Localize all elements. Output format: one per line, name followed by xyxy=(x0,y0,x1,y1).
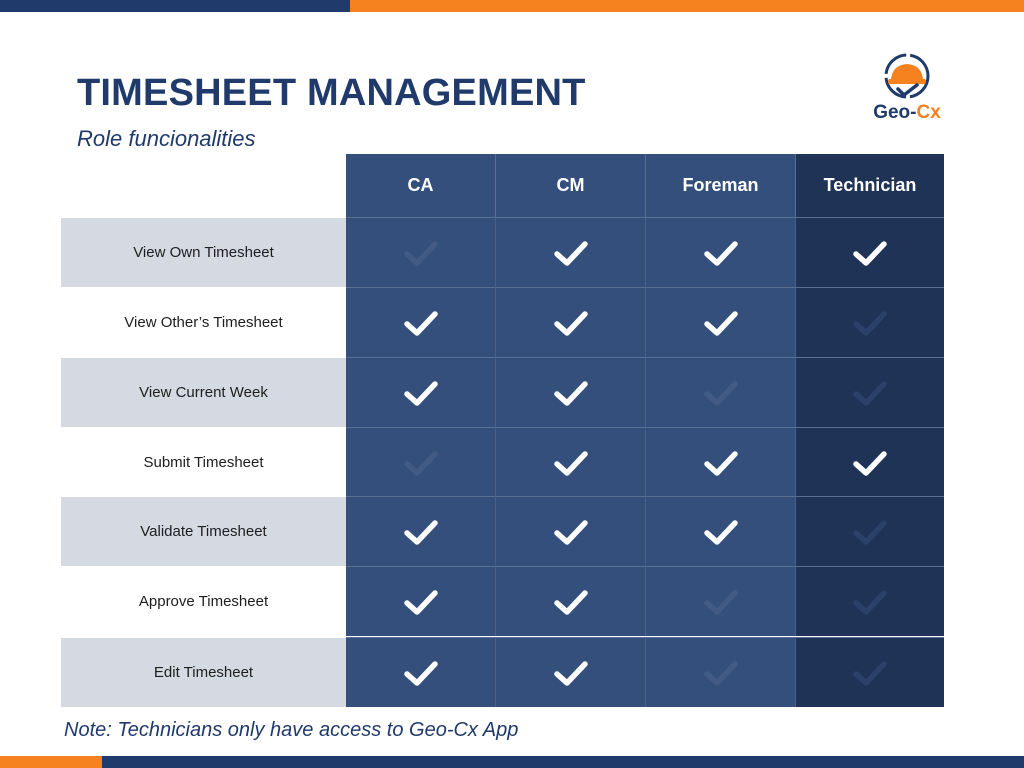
access-cell-cm xyxy=(495,427,645,497)
access-cell-technician xyxy=(795,357,944,427)
access-cell-ca xyxy=(346,217,495,287)
access-cell-foreman xyxy=(645,217,795,287)
checkmark-icon xyxy=(404,660,438,686)
page-title: TIMESHEET MANAGEMENT xyxy=(77,72,586,114)
page-subtitle: Role funcionalities xyxy=(77,126,256,151)
checkmark-icon xyxy=(704,519,738,545)
row-label: Approve Timesheet xyxy=(138,593,269,610)
access-cell-cm xyxy=(495,637,645,707)
checkmark-icon xyxy=(704,240,738,266)
checkmark-faded-icon xyxy=(853,660,887,686)
checkmark-icon xyxy=(404,519,438,545)
checkmark-icon xyxy=(704,450,738,476)
row-label: View Current Week xyxy=(61,358,346,427)
checkmark-icon xyxy=(404,380,438,406)
access-cell-cm xyxy=(495,496,645,566)
checkmark-icon xyxy=(554,240,588,266)
access-cell-cm xyxy=(495,357,645,427)
row-label: Validate Timesheet xyxy=(61,497,346,566)
checkmark-icon xyxy=(404,589,438,615)
checkmark-icon xyxy=(853,450,887,476)
hard-hat-logo-icon xyxy=(862,52,952,104)
checkmark-faded-icon xyxy=(704,660,738,686)
checkmark-icon xyxy=(554,660,588,686)
checkmark-faded-icon xyxy=(853,380,887,406)
access-cell-foreman xyxy=(645,427,795,497)
access-cell-cm xyxy=(495,217,645,287)
access-cell-foreman xyxy=(645,566,795,636)
access-cell-technician xyxy=(795,496,944,566)
checkmark-faded-icon xyxy=(853,589,887,615)
column-header-foreman: Foreman xyxy=(645,154,795,217)
checkmark-faded-icon xyxy=(404,240,438,266)
access-cell-cm xyxy=(495,566,645,636)
access-cell-technician xyxy=(795,427,944,497)
checkmark-icon xyxy=(554,519,588,545)
checkmark-faded-icon xyxy=(704,589,738,615)
bottom-accent-bar-navy xyxy=(102,756,1024,768)
row-label: Edit Timesheet xyxy=(61,638,346,707)
top-accent-bar-orange xyxy=(350,0,1024,12)
checkmark-icon xyxy=(554,310,588,336)
column-header-cm: CM xyxy=(495,154,645,217)
checkmark-faded-icon xyxy=(404,450,438,476)
checkmark-icon xyxy=(554,450,588,476)
access-cell-technician xyxy=(795,287,944,357)
footer-note: Note: Technicians only have access to Geo-Cx App xyxy=(64,719,519,741)
access-cell-technician xyxy=(795,217,944,287)
checkmark-icon xyxy=(554,589,588,615)
access-cell-ca xyxy=(346,287,495,357)
access-cell-foreman xyxy=(645,357,795,427)
row-label: View Own Timesheet xyxy=(61,218,346,287)
checkmark-icon xyxy=(704,310,738,336)
row-label: Submit Timesheet xyxy=(143,454,264,471)
top-accent-bar-navy xyxy=(0,0,350,12)
checkmark-icon xyxy=(853,240,887,266)
access-cell-ca xyxy=(346,496,495,566)
checkmark-icon xyxy=(554,380,588,406)
checkmark-faded-icon xyxy=(853,519,887,545)
geo-cx-logo xyxy=(862,52,952,126)
access-cell-ca xyxy=(346,357,495,427)
checkmark-faded-icon xyxy=(704,380,738,406)
access-cell-cm xyxy=(495,287,645,357)
column-header-ca: CA xyxy=(346,154,495,217)
column-header-technician: Technician xyxy=(795,154,944,217)
access-cell-foreman xyxy=(645,287,795,357)
access-cell-ca xyxy=(346,566,495,636)
access-cell-ca xyxy=(346,427,495,497)
row-label: View Other’s Timesheet xyxy=(124,314,283,331)
access-cell-technician xyxy=(795,637,944,707)
checkmark-faded-icon xyxy=(853,310,887,336)
access-cell-foreman xyxy=(645,637,795,707)
bottom-accent-bar-orange xyxy=(0,756,102,768)
access-cell-foreman xyxy=(645,496,795,566)
logo-wordmark: Geo-Cx xyxy=(873,102,941,123)
access-cell-technician xyxy=(795,566,944,636)
access-cell-ca xyxy=(346,637,495,707)
checkmark-icon xyxy=(404,310,438,336)
